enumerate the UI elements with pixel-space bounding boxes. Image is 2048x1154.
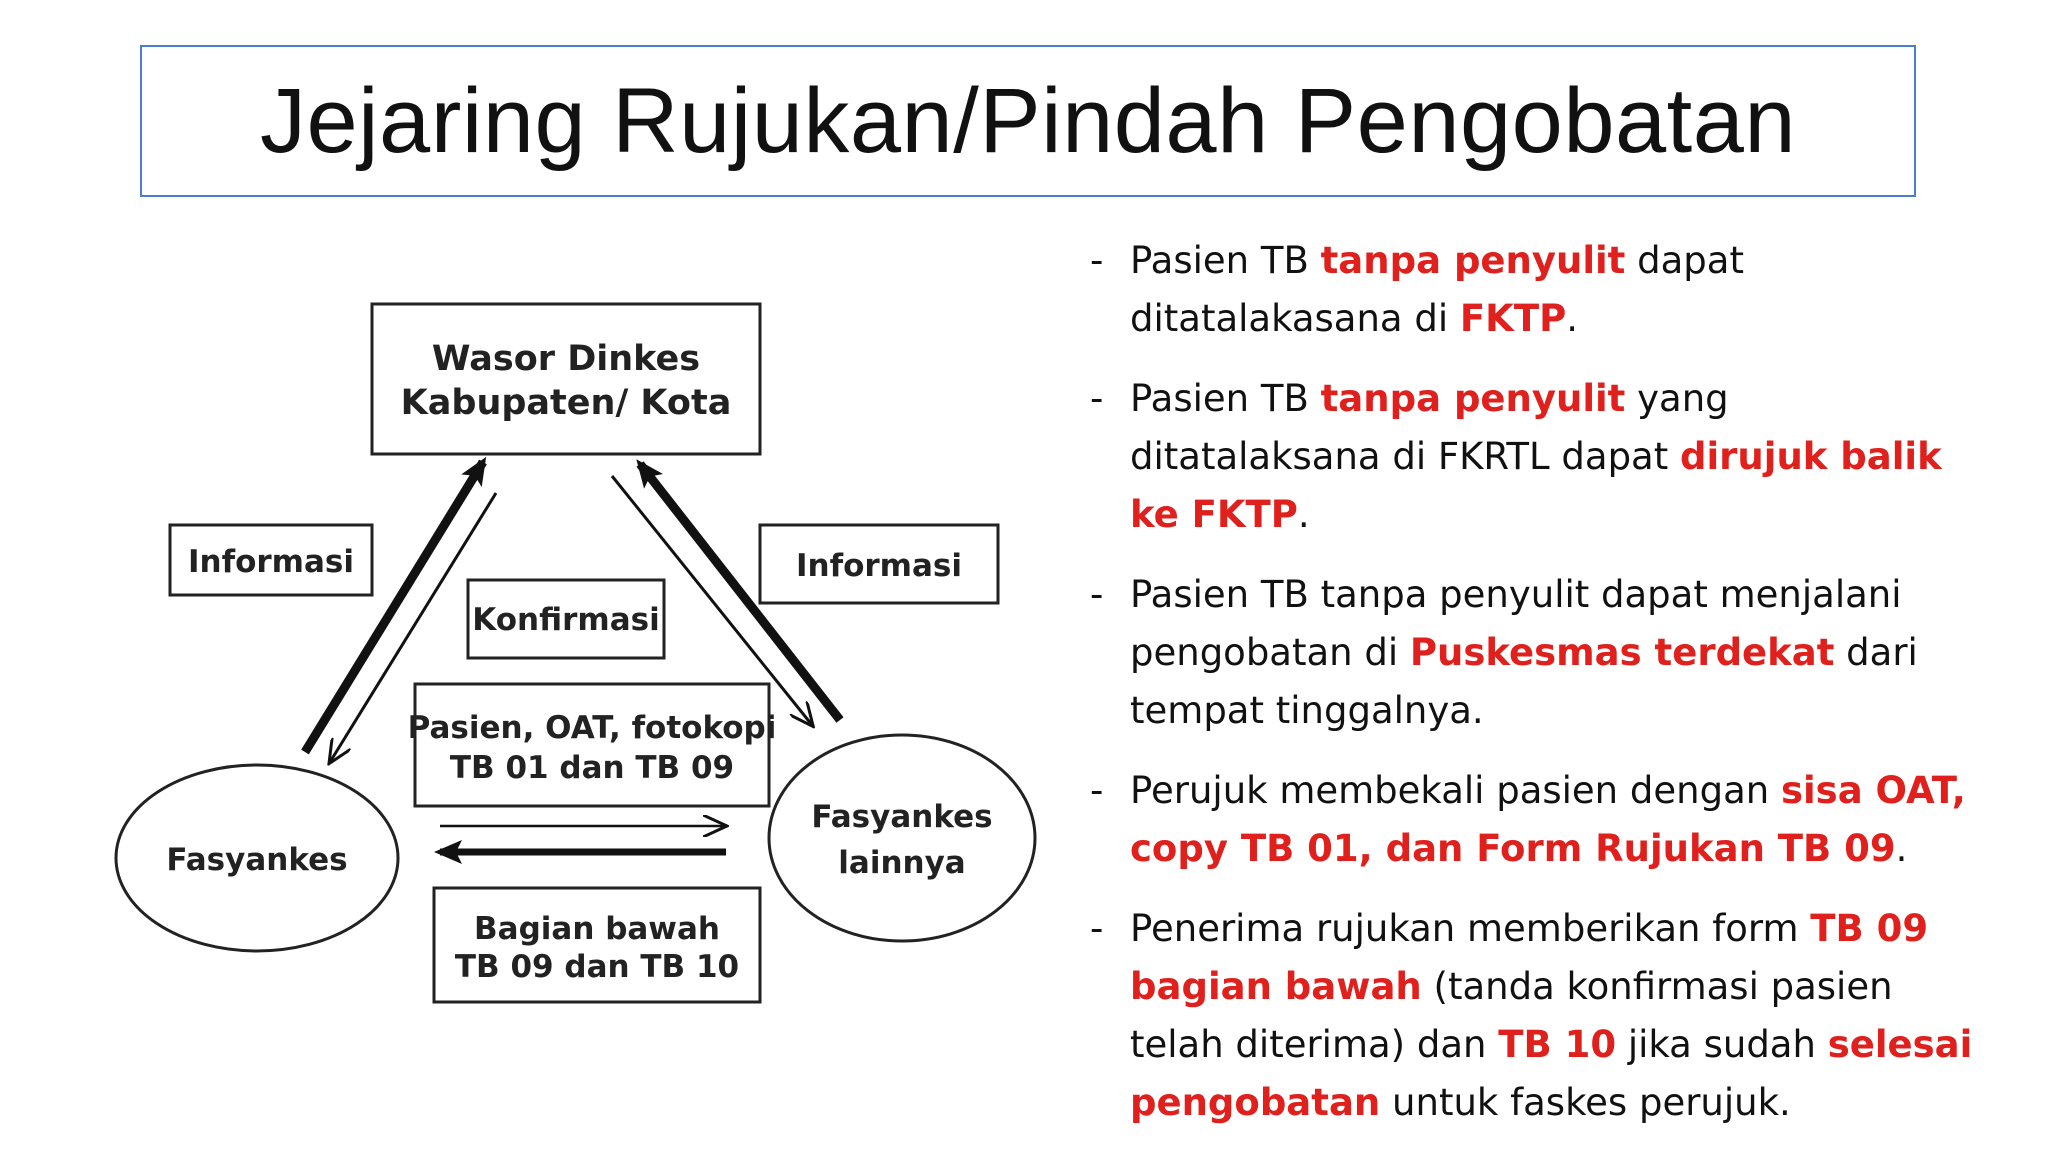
plain-text: yang ditatalaksana di FKRTL dapat: [1130, 377, 1729, 478]
bullet-text: [1130, 573, 1918, 732]
bagian-line-2: TB 09 dan TB 10: [454, 949, 740, 985]
bullet-text: [1130, 377, 1942, 536]
informasi-left-box: [170, 525, 372, 595]
bullet-list: [1090, 232, 1990, 1154]
title-box: [140, 45, 1916, 197]
plain-text: Penerima rujukan memberikan form: [1130, 907, 1811, 950]
plain-text: Pasien TB: [1130, 377, 1321, 420]
highlight-text: dirujuk balik ke FKTP: [1130, 435, 1942, 536]
bagian-bawah-box: [434, 888, 760, 1002]
bullet-dash: -: [1090, 907, 1104, 950]
bullet-item: [1090, 900, 1990, 1132]
konfirmasi-box: [468, 580, 664, 658]
highlight-text: TB 09 bagian bawah: [1130, 907, 1929, 1008]
bullet-dash: -: [1090, 769, 1104, 812]
highlight-text: FKTP: [1459, 297, 1567, 340]
slide-title: Jejaring Rujukan/Pindah Pengobatan: [259, 69, 1797, 172]
bullet-text: [1130, 239, 1744, 340]
wasor-line-1: Wasor Dinkes: [431, 339, 701, 379]
bullet-item: [1090, 370, 1990, 544]
pasien-line-2: TB 01 dan TB 09: [449, 750, 735, 786]
plain-text: jika sudah: [1616, 1023, 1828, 1066]
plain-text: Pasien TB tanpa penyulit dapat menjalani pengobatan di: [1130, 573, 1902, 674]
highlight-text: selesai pengobatan: [1130, 1023, 1973, 1124]
fasyankes-lainnya-ellipse: [769, 735, 1035, 941]
bullet-item: [1090, 762, 1990, 878]
konfirmasi-label: Konfirmasi: [472, 602, 660, 638]
fasyankes-lainnya-line-1: Fasyankes: [811, 799, 993, 835]
highlight-text: Puskesmas terdekat: [1409, 631, 1835, 674]
highlight-text: tanpa penyulit: [1320, 239, 1626, 282]
fasyankes-label: Fasyankes: [166, 842, 348, 878]
wasor-line-2: Kabupaten/ Kota: [400, 383, 732, 423]
highlight-text: TB 10: [1498, 1023, 1617, 1066]
informasi-left-label: Informasi: [188, 544, 354, 580]
plain-text: (tanda konfirmasi pasien telah diterima) dan: [1130, 965, 1893, 1066]
bullet-text: [1130, 769, 1966, 870]
plain-text: untuk faskes perujuk.: [1380, 1081, 1791, 1124]
informasi-right-label: Informasi: [796, 548, 962, 584]
plain-text: Perujuk membekali pasien dengan: [1130, 769, 1781, 812]
plain-text: .: [1895, 827, 1908, 870]
pasien-line-1: Pasien, OAT, fotokopi: [407, 710, 777, 746]
informasi-right-box: [760, 525, 998, 603]
wasor-dinkes-box: [372, 304, 760, 454]
bullet-text: [1130, 907, 1972, 1124]
plain-text: .: [1566, 297, 1578, 340]
pasien-oat-box: [408, 684, 777, 806]
plain-text: dari tempat tinggalnya.: [1130, 631, 1918, 732]
bagian-line-1: Bagian bawah: [474, 911, 720, 947]
fasyankes-lainnya-line-2: lainnya: [838, 845, 966, 881]
bullet-item: [1090, 566, 1990, 740]
bullet-item: [1090, 232, 1990, 348]
bullet-dash: -: [1090, 239, 1104, 282]
bullet-dash: -: [1090, 377, 1104, 420]
plain-text: Pasien TB: [1130, 239, 1321, 282]
plain-text: .: [1297, 493, 1310, 536]
bullet-dash: -: [1090, 573, 1104, 616]
plain-text: dapat ditatalakasana di: [1130, 239, 1744, 340]
highlight-text: sisa OAT, copy TB 01, dan Form Rujukan TB 09: [1130, 769, 1966, 870]
highlight-text: tanpa penyulit: [1320, 377, 1626, 420]
fasyankes-ellipse: [116, 765, 398, 951]
